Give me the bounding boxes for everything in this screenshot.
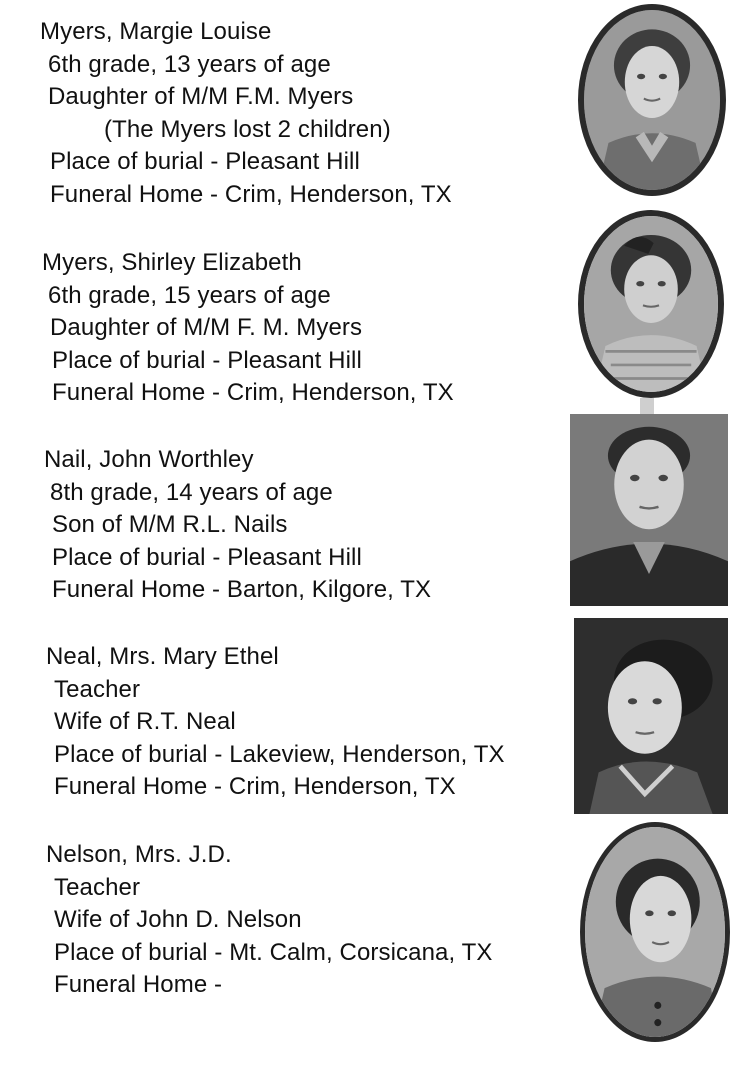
portrait-photo bbox=[580, 822, 730, 1042]
entry-name: Neal, Mrs. Mary Ethel bbox=[46, 643, 279, 670]
entry-spouse: Wife of R.T. Neal bbox=[54, 708, 236, 735]
entry-name: Myers, Margie Louise bbox=[40, 18, 272, 45]
entry-funeral-home: Funeral Home - bbox=[54, 971, 223, 998]
entry-spouse: Wife of John D. Nelson bbox=[54, 906, 302, 933]
entry-grade: 6th grade, 15 years of age bbox=[48, 281, 331, 309]
entry-grade: 6th grade, 13 years of age bbox=[48, 50, 331, 78]
portrait-photo bbox=[578, 4, 726, 196]
entry-parents: Daughter of M/M F.M. Myers bbox=[48, 83, 354, 110]
entry-parents: Daughter of M/M F. M. Myers bbox=[50, 314, 363, 341]
entry-nail-john bbox=[44, 444, 431, 607]
entry-burial: Place of burial - Lakeview, Henderson, TX bbox=[54, 740, 505, 768]
entry-myers-shirley bbox=[42, 247, 454, 410]
entry-name: Myers, Shirley Elizabeth bbox=[42, 249, 302, 276]
portrait-photo bbox=[578, 210, 724, 398]
photo-tape-mark bbox=[640, 398, 654, 414]
portrait-photo bbox=[574, 618, 728, 814]
entry-burial: Place of burial - Pleasant Hill bbox=[50, 148, 360, 175]
entry-neal-mary bbox=[46, 641, 505, 804]
portrait-photo bbox=[570, 414, 728, 606]
entry-nelson-jd bbox=[46, 839, 492, 1002]
entry-myers-margie bbox=[40, 16, 452, 211]
entry-funeral-home: Funeral Home - Crim, Henderson, TX bbox=[54, 773, 456, 800]
entry-funeral-home: Funeral Home - Crim, Henderson, TX bbox=[50, 180, 452, 208]
entry-funeral-home: Funeral Home - Crim, Henderson, TX bbox=[52, 379, 454, 406]
entry-role: Teacher bbox=[54, 675, 141, 703]
entry-parents: Son of M/M R.L. Nails bbox=[52, 511, 288, 538]
entry-name: Nail, John Worthley bbox=[44, 446, 254, 473]
entry-role: Teacher bbox=[54, 873, 141, 901]
entry-burial: Place of burial - Pleasant Hill bbox=[52, 543, 362, 571]
entry-burial: Place of burial - Pleasant Hill bbox=[52, 346, 362, 374]
entry-burial: Place of burial - Mt. Calm, Corsicana, TX bbox=[54, 938, 493, 966]
entry-note: (The Myers lost 2 children) bbox=[104, 115, 391, 143]
entry-funeral-home: Funeral Home - Barton, Kilgore, TX bbox=[52, 576, 432, 603]
entry-name: Nelson, Mrs. J.D. bbox=[46, 841, 232, 868]
entry-grade: 8th grade, 14 years of age bbox=[50, 478, 333, 506]
